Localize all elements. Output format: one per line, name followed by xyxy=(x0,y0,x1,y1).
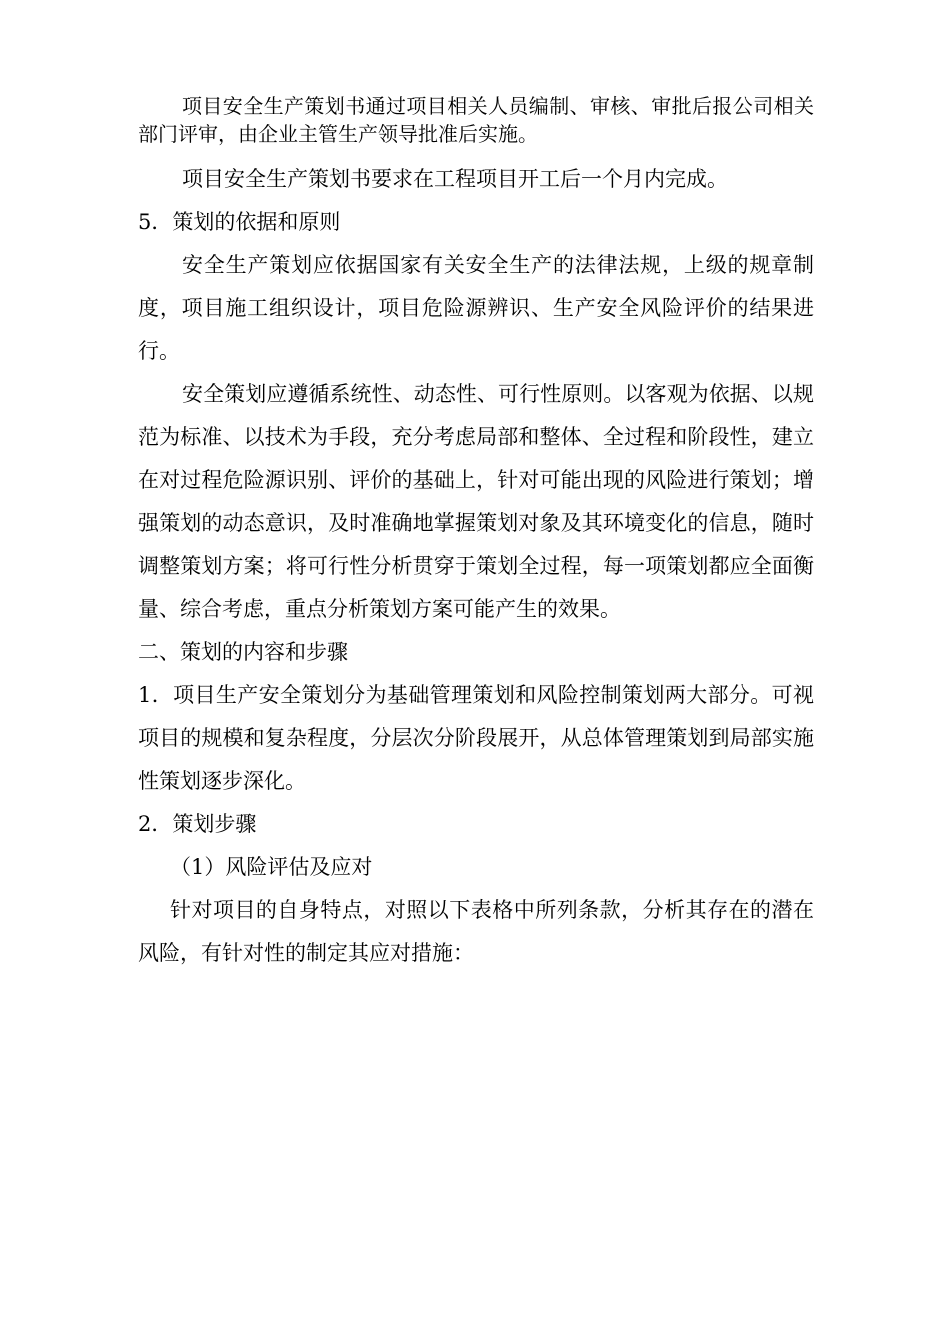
paragraph-risk-analysis: 针对项目的自身特点，对照以下表格中所列条款，分析其存在的潜在风险，有针对性的制定其应对措施： xyxy=(138,898,814,965)
paragraph-plan-parts: 1．项目生产安全策划分为基础管理策划和风险控制策划两大部分。可视项目的规模和复杂程度，分层次分阶段展开，从总体管理策划到局部实施性策划逐步深化。 xyxy=(138,683,814,793)
heading-basis-principles: 5．策划的依据和原则 xyxy=(138,210,341,234)
subheading-risk-assessment: （1）风险评估及应对 xyxy=(170,855,373,879)
paragraph-basis: 安全生产策划应依据国家有关安全生产的法律法规，上级的规章制度，项目施工组织设计，项目危险源辨识、生产安全风险评价的结果进行。 xyxy=(138,253,814,363)
heading-content-steps: 二、策划的内容和步骤 xyxy=(138,640,348,664)
heading-plan-steps: 2．策划步骤 xyxy=(138,812,257,836)
paragraph-approval: 项目安全生产策划书通过项目相关人员编制、审核、审批后报公司相关部门评审，由企业主管生产领导批准后实施。 xyxy=(138,94,814,146)
document-body xyxy=(138,92,814,975)
paragraph-deadline: 项目安全生产策划书要求在工程项目开工后一个月内完成。 xyxy=(182,167,728,191)
paragraph-principles: 安全策划应遵循系统性、动态性、可行性原则。以客观为依据、以规范为标准、以技术为手段，充分考虑局部和整体、全过程和阶段性，建立在对过程危险源识别、评价的基础上，针对可能出现的风险进行策划；增强策划的动态意识，及时准确地掌握策划对象及其环境变化的信息，随时调整策划方案；将可行性分析贯穿于策划全过程，每一项策划都应全面衡量、综合考虑，重点分析策划方案可能产生的效果。 xyxy=(138,382,814,621)
